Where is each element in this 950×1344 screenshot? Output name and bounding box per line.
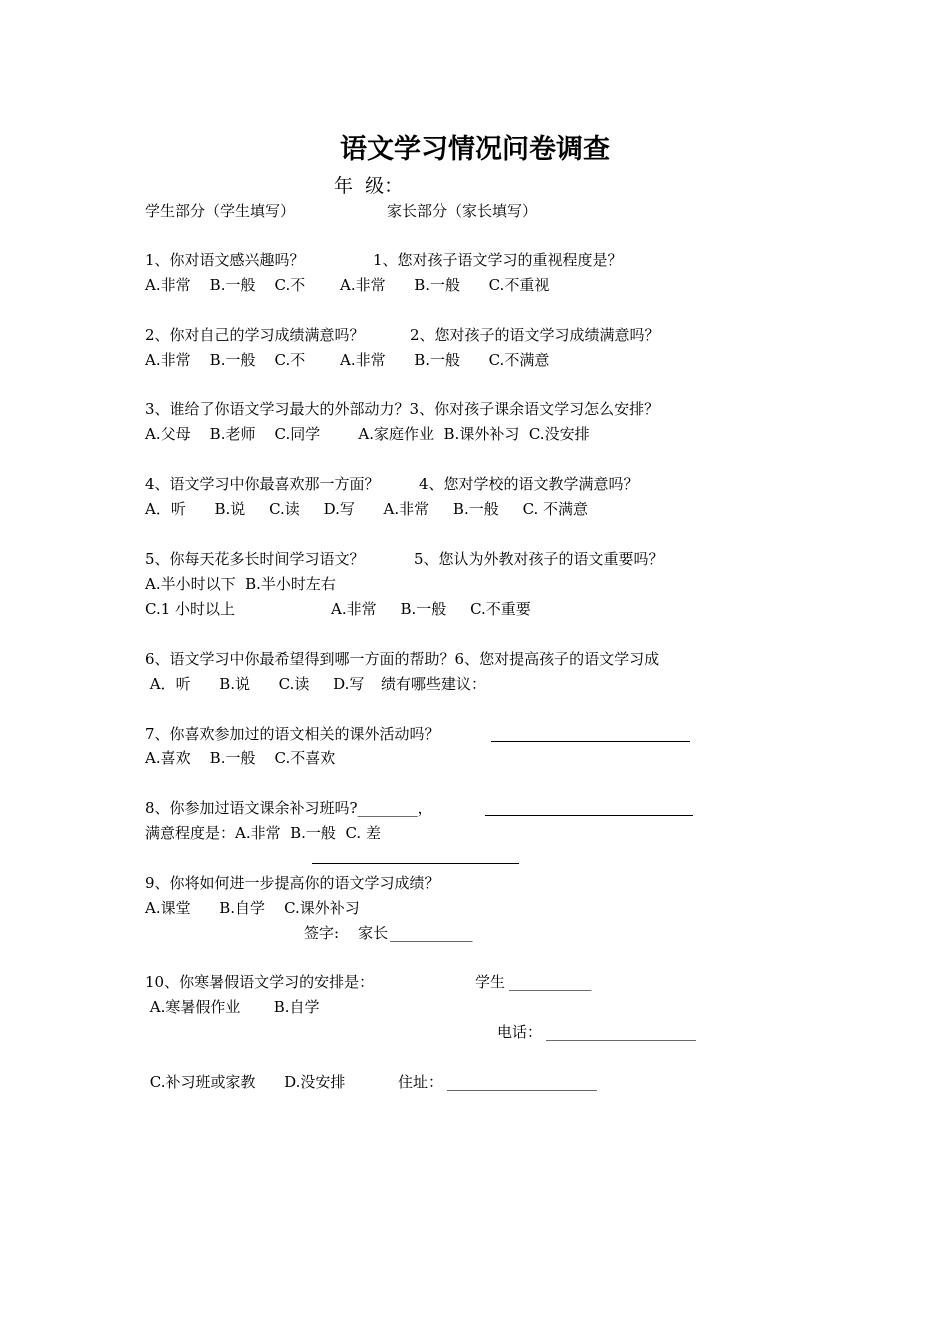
phone-blank[interactable]: ____________________ [546,1023,696,1041]
student-question-4: 4、语文学习中你最喜欢那一方面？ [145,475,380,493]
student-question-9: 9、你将如何进一步提高你的语文学习成绩？ [145,874,440,892]
student-question-5: 5、你每天花多长时间学习语文？ [145,550,365,568]
student-options-9: A.课堂 B.自学 C.课外补习 [145,899,360,917]
student-question-8: 8、你参加过语文课余补习班吗?________， [145,799,433,817]
phone-label: 电话： [497,1023,543,1041]
parent-options-1: A.非常 B.一般 C.不重视 [340,276,550,294]
signature-parent-label: 签字: 家长 [304,924,389,942]
grade-label: 年 级： [334,175,404,197]
student-options-1: A.非常 B.一般 C.不 [145,276,306,294]
document-title: 语文学习情况问卷调查 [340,134,610,165]
suggestion-answer-line-1[interactable] [491,741,690,742]
student-question-7: 7、你喜欢参加过的语文相关的课外活动吗？ [145,725,440,743]
options-3-line: A.父母 B.老师 C.同学 A.家庭作业 B.课外补习 C.没安排 [145,425,590,443]
student-options-8: 满意程度是：A.非常 B.一般 C. 差 [145,824,381,842]
student-question-1: 1、你对语文感兴趣吗？ [145,251,305,269]
parent-question-1: 1、您对孩子语文学习的重视程度是？ [373,251,623,269]
question-6-line: 6、语文学习中你最希望得到哪一方面的帮助？6、您对提高孩子的语文学习成 [145,650,660,668]
student-question-2: 2、你对自己的学习成绩满意吗？ [145,326,365,344]
options-4-line: A．听 B.说 C.读 D.写 A.非常 B.一般 C. 不满意 [145,500,589,518]
suggestion-answer-line-3[interactable] [312,863,519,864]
parent-question-5: 5、您认为外教对孩子的语文重要吗？ [414,550,664,568]
address-blank[interactable]: ____________________ [447,1073,597,1091]
suggestion-answer-line-2[interactable] [485,815,693,816]
student-options-5a: A.半小时以下 B.半小时左右 [145,575,336,593]
parent-section-heading: 家长部分（家长填写） [387,202,538,220]
parent-question-4: 4、您对学校的语文教学满意吗？ [419,475,639,493]
address-label: 住址： [398,1073,444,1091]
parent-question-6-continued: 绩有哪些建议： [381,675,487,693]
student-options-10b: C.补习班或家教 D.没安排 [145,1073,346,1091]
signature-student-blank[interactable]: ___________ [509,973,592,991]
student-options-10a: A.寒暑假作业 B.自学 [145,998,320,1016]
student-section-heading: 学生部分（学生填写） [145,202,296,220]
parent-options-5: A.非常 B.一般 C.不重要 [331,600,531,618]
signature-parent-blank[interactable]: ___________ [390,924,473,942]
parent-options-2: A.非常 B.一般 C.不满意 [340,351,550,369]
question-3-line: 3、谁给了你语文学习最大的外部动力？3、你对孩子课余语文学习怎么安排？ [145,400,660,418]
student-question-10: 10、你寒暑假语文学习的安排是： [145,973,375,991]
student-options-7: A.喜欢 B.一般 C.不喜欢 [145,749,336,767]
student-options-5b: C.1 小时以上 [145,600,236,618]
student-options-6: A．听 B.说 C.读 D.写 [145,675,365,693]
parent-question-2: 2、您对孩子的语文学习成绩满意吗？ [410,326,660,344]
signature-student-label: 学生 [475,973,506,991]
student-options-2: A.非常 B.一般 C.不 [145,351,306,369]
